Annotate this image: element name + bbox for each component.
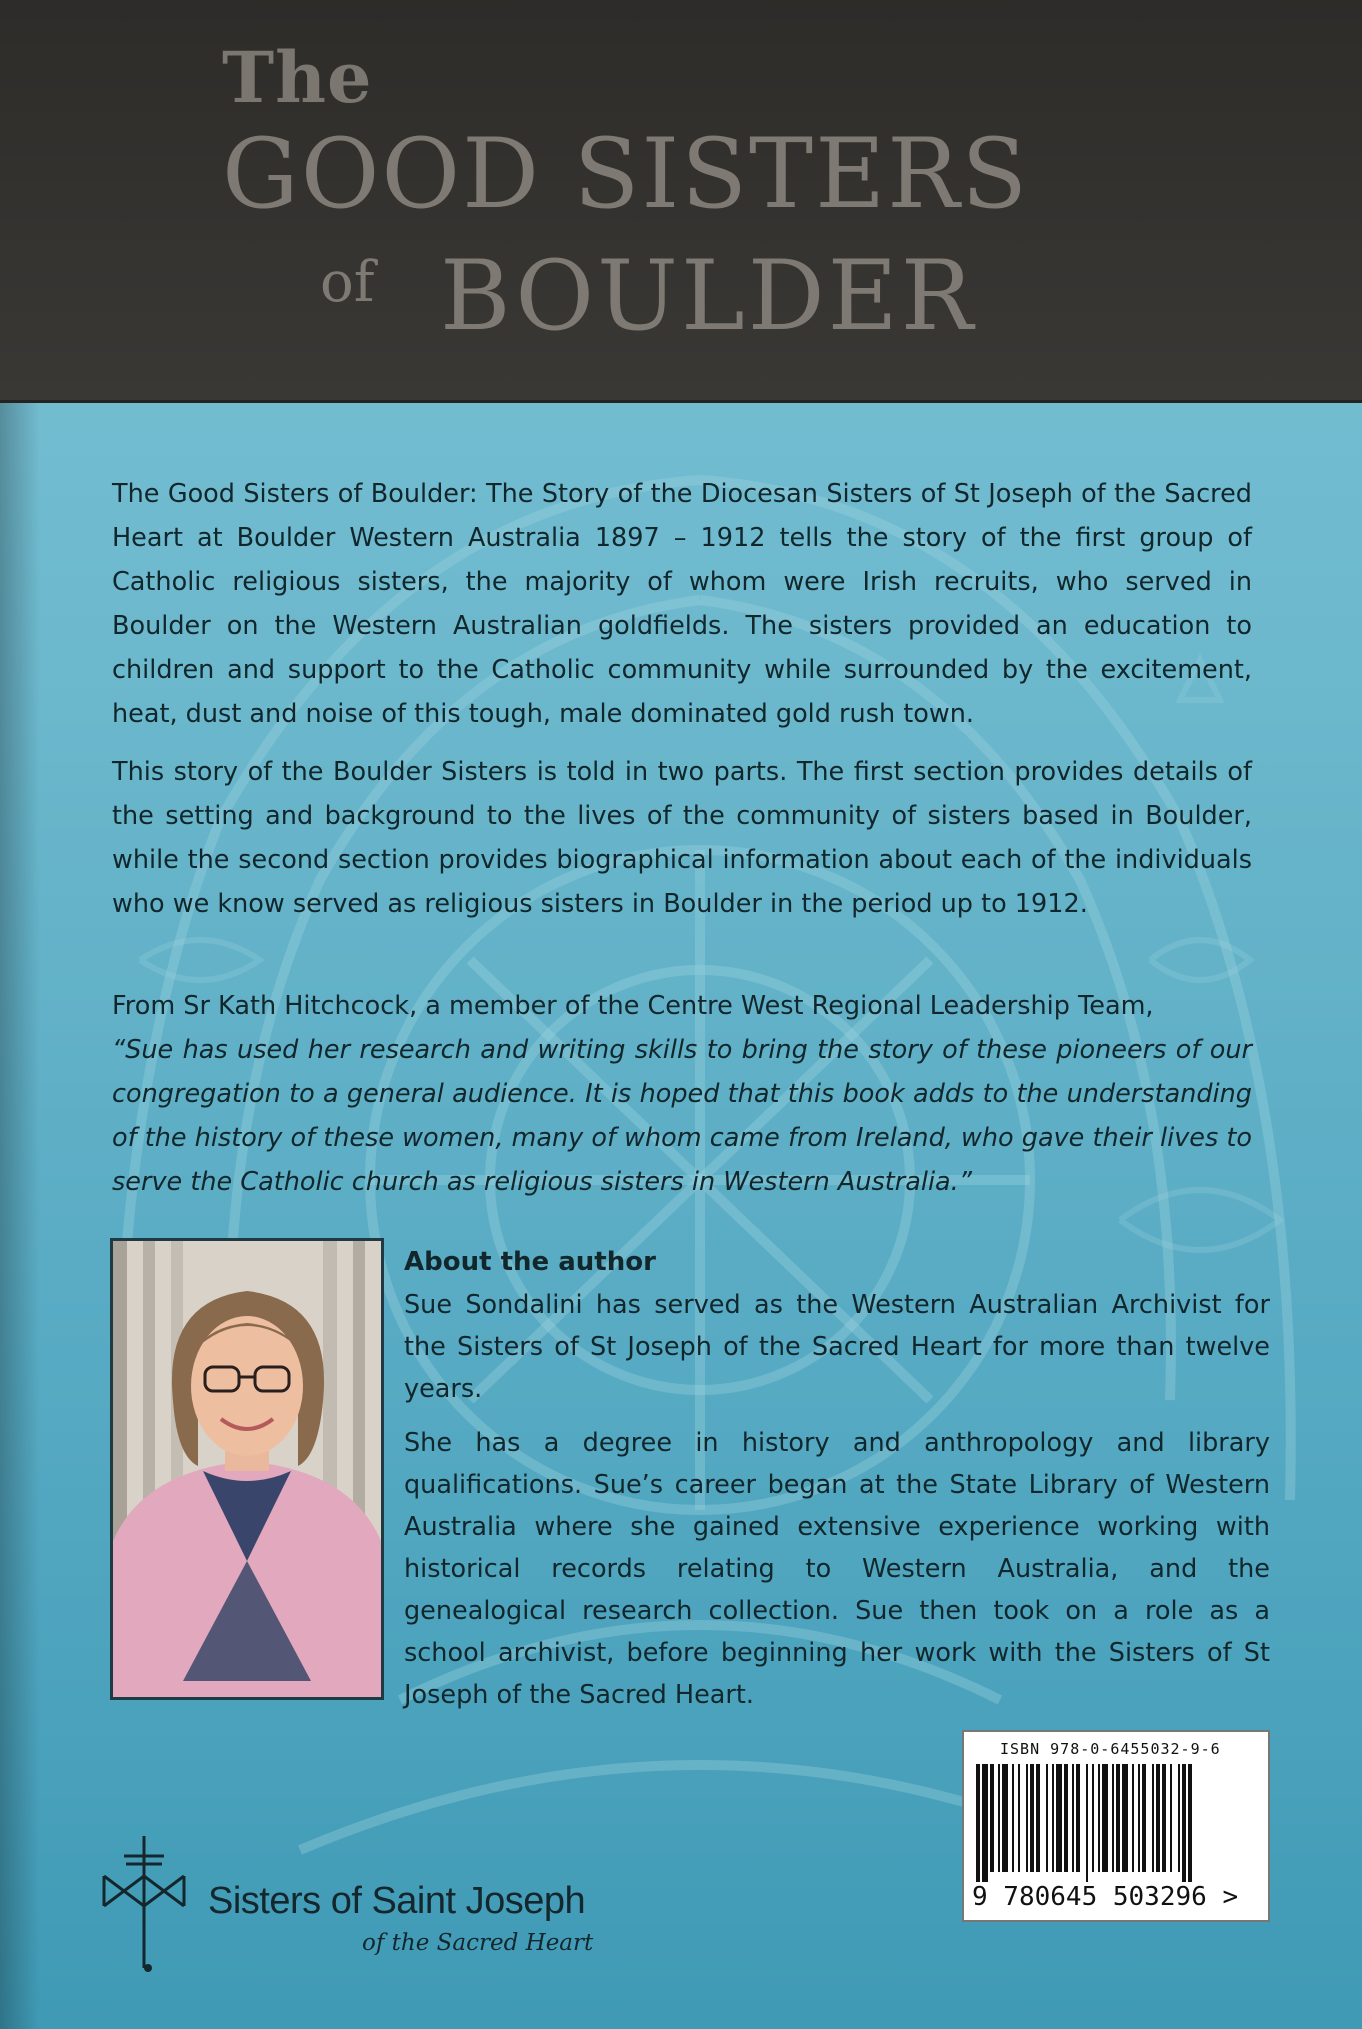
cross-anchor-icon (96, 1836, 196, 1976)
title-the: The (222, 36, 373, 119)
title-good-sisters: GOOD SISTERS (222, 118, 1030, 230)
quote-intro: From Sr Kath Hitchcock, a member of the Centre West Regional Leadership Team, (112, 991, 1154, 1021)
author-portrait-illustration (113, 1241, 381, 1697)
barcode-bars (974, 1764, 1258, 1882)
blurb-paragraph-1: The Good Sisters of Boulder: The Story of the Diocesan Sisters of St Joseph of the Sacred Heart at Boulder Western Australia 1897 – 1912 tells the story of the first group of Catholic religious sisters, the majority of whom were Irish recruits, who served in Boulder on the Western Australian goldfields. The sisters provided an education to children and support to the Catholic community while surrounded by the excitement, heat, dust and noise of this tough, male dominated gold rush town. (112, 479, 1252, 729)
author-paragraph-1: Sue Sondalini has served as the Western Australian Archivist for the Sisters of St Joseph of the Sacred Heart for more than twelve years. (404, 1290, 1270, 1404)
author-paragraph-2: She has a degree in history and anthropology and library qualifications. Sue’s career began at the State Library of Western Australia where she gained extensive experience working with historical records relating to Western Australia, and the genealogical research collection. Sue then took on a role as a school archivist, before beginning her work with the Sisters of St Joseph of the Sacred Heart. (404, 1428, 1270, 1710)
about-author-section (404, 1240, 1270, 1728)
barcode-digits: 9 780645 503296 > (972, 1882, 1239, 1912)
title-band (0, 0, 1362, 403)
isbn-barcode (962, 1730, 1270, 1922)
publisher-name: Sisters of Saint Joseph (208, 1880, 586, 1922)
title-of: of (320, 250, 375, 315)
blurb-paragraph-2: This story of the Boulder Sisters is told in two parts. The first section provides details of the setting and background to the lives of the community of sisters based in Boulder, while the second section provides biographical information about each of the individuals who we know served as religious sisters in Boulder in the period up to 1912. (112, 757, 1252, 919)
publisher-subtitle: of the Sacred Heart (362, 1930, 594, 1956)
endorsement-quote: “Sue has used her research and writing skills to bring the story of these pioneers of our congregation to a general audience. It is hoped that this book adds to the understanding of the history of these women, many of whom came from Ireland, who gave their lives to serve the Catholic church as religious sisters in Western Australia.” (112, 1035, 1252, 1197)
author-photo (110, 1238, 384, 1700)
title-boulder: BOULDER (440, 240, 977, 352)
isbn-label: ISBN 978-0-6455032-9-6 (1000, 1740, 1221, 1758)
about-author-heading: About the author (404, 1247, 656, 1277)
